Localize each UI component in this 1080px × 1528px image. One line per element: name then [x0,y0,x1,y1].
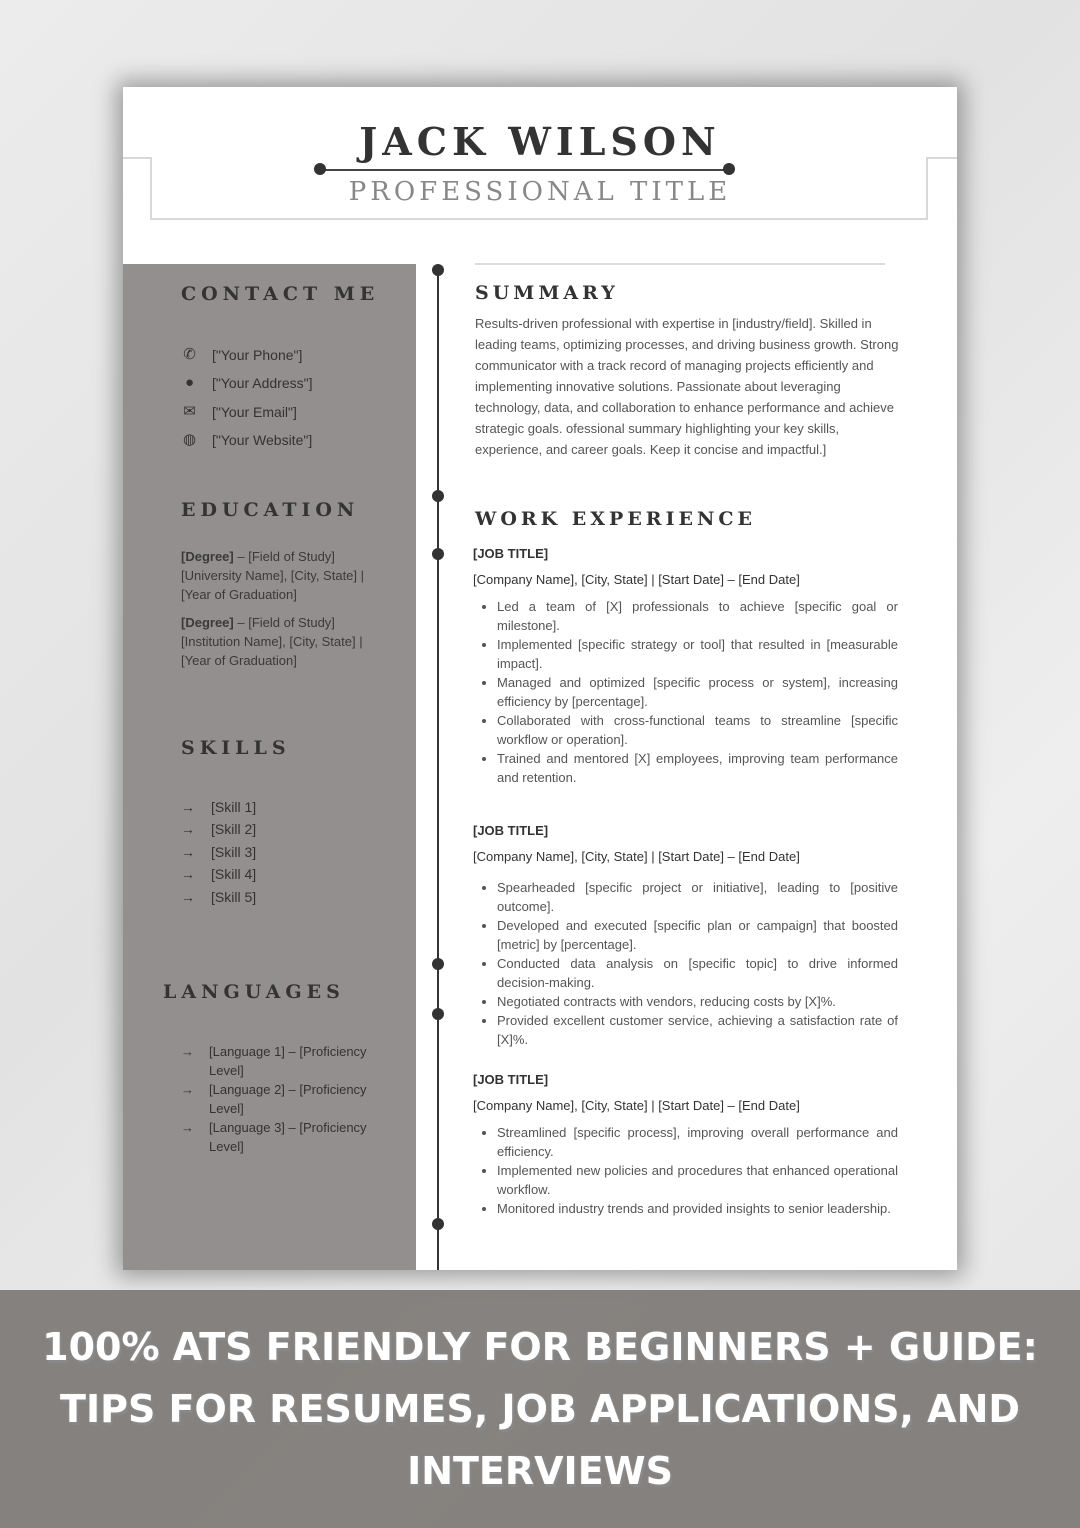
job-bullet: • Implemented new policies and procedures that enhanced operational workflow. [497,1161,898,1199]
banner-line: INTERVIEWS [407,1449,673,1493]
skill-item [181,841,256,863]
contact-text: ["Your Email"] [212,403,297,420]
job-company: [Company Name], [City, State] | [Start Date] – [End Date] [473,572,800,587]
timeline-dot [432,490,444,502]
divider-dot [314,163,326,175]
sidebar [123,264,416,1270]
job-bullet: • Collaborated with cross-functional teams to streamline [specific workflow or operation]. [497,711,898,749]
job-entry [473,1072,898,1218]
language-item [181,1080,391,1118]
name-divider [320,169,730,171]
job-bullet: • Provided excellent customer service, achieving a satisfaction rate of [X]%. [497,1011,898,1049]
job-bullet: • Managed and optimized [specific process or system], increasing efficiency by [percentage]. [497,673,898,711]
summary-text: Results-driven professional with expertise in [industry/field]. Skilled in leading teams, optimizing processes, and driving business growth. Strong communicator with a track record of managing projects efficiently and implementing innovative solutions. Passionate about leveraging technology, data, and collaboration to enhance performance and achieve strategic goals. ofessional summary highlighting your key skills, experience, and career goals. Keep it concise and impactful.] [475,316,899,457]
divider-dot [723,163,735,175]
contact-text: ["Your Phone"] [212,346,303,363]
job-bullets [473,1123,898,1218]
contact-text: ["Your Website"] [212,431,313,448]
arrow-right-icon: → [181,888,195,905]
timeline-dot [432,264,444,276]
summary-rule [475,263,885,265]
degree: [Degree] [181,549,234,564]
language-item [181,1042,391,1080]
language-text: [Language 2] – [Proficiency Level] [209,1082,367,1116]
arrow-right-icon: → [181,821,195,838]
arrow-right-icon: → [181,1120,194,1135]
contact-website [181,431,312,448]
job-title: [JOB TITLE] [473,1072,549,1087]
skill-text: [Skill 1] [211,799,257,815]
professional-title: PROFESSIONAL TITLE [348,177,732,207]
job-bullet: • Streamlined [specific process], improving overall performance and efficiency. [497,1123,898,1161]
job-bullet: • Negotiated contracts with vendors, reducing costs by [X]%. [497,992,898,1011]
job-bullets [473,597,898,787]
education-heading: EDUCATION [181,499,360,521]
job-company: [Company Name], [City, State] | [Start Date] – [End Date] [473,849,800,864]
contact-address [181,374,312,391]
work-experience-heading: WORK EXPERIENCE [475,508,756,530]
globe-icon: ◍ [182,431,197,448]
languages-list [181,1042,391,1156]
arrow-right-icon: → [181,1044,194,1059]
banner-line: 100% ATS FRIENDLY FOR BEGINNERS + GUIDE: [42,1325,1038,1369]
arrow-right-icon: → [181,799,195,815]
education-details: – [Field of Study] [University Name], [City, State] | [Year of Graduation] [181,549,365,602]
job-entry [473,823,898,1049]
job-bullet: • Led a team of [X] professionals to achieve [specific goal or milestone]. [497,597,898,635]
contact-phone [181,346,302,363]
job-company: [Company Name], [City, State] | [Start Date] – [End Date] [473,1098,800,1113]
skills-list [181,796,256,908]
summary-heading: SUMMARY [475,282,619,304]
skill-item [181,886,256,908]
location-pin-icon: ● [184,374,195,391]
skill-item [181,818,256,840]
job-entry [473,546,898,787]
promo-banner-text [20,1316,1060,1502]
arrow-right-icon: → [181,866,195,883]
language-text: [Language 3] – [Proficiency Level] [209,1120,367,1154]
education-entry [181,613,391,670]
resume-page [123,87,957,1270]
contact-heading: CONTACT ME [181,283,380,305]
timeline-dot [432,958,444,970]
education-entry [181,547,391,604]
skill-text: [Skill 4] [211,866,257,883]
timeline-dot [432,1218,444,1230]
banner-line: TIPS FOR RESUMES, JOB APPLICATIONS, AND [60,1387,1020,1431]
language-text: [Language 1] – [Proficiency Level] [209,1044,367,1078]
arrow-right-icon: → [181,843,195,860]
job-bullet: • Spearheaded [specific project or initiative], leading to [positive outcome]. [497,878,898,916]
degree: [Degree] [181,615,234,630]
skill-item [181,863,256,885]
job-bullet: • Developed and executed [specific plan or campaign] that boosted [metric] by [percentage]. [497,916,898,954]
skill-text: [Skill 2] [211,821,257,838]
contact-text: ["Your Address"] [212,374,313,391]
skill-item [181,796,256,818]
job-bullet: • Trained and mentored [X] employees, improving team performance and retention. [497,749,898,787]
timeline-dot [432,548,444,560]
skills-heading: SKILLS [181,737,291,759]
language-item [181,1118,391,1156]
job-bullet: • Implemented [specific strategy or tool] that resulted in [measurable impact]. [497,635,898,673]
arrow-right-icon: → [181,1082,194,1097]
resume-name: JACK WILSON [359,119,721,164]
languages-heading: LANGUAGES [163,981,345,1003]
job-title: [JOB TITLE] [473,546,549,561]
timeline-line [437,270,439,1270]
job-bullet: • Monitored industry trends and provided insights to senior leadership. [497,1199,898,1218]
phone-icon: ✆ [183,346,196,363]
skill-text: [Skill 5] [211,888,257,905]
skill-text: [Skill 3] [211,843,257,860]
timeline-dot [432,1008,444,1020]
education-details: – [Field of Study] [Institution Name], [City, State] | [Year of Graduation] [181,615,363,668]
job-title: [JOB TITLE] [473,823,549,838]
job-bullets [473,878,898,1049]
envelope-icon: ✉ [183,403,196,420]
job-bullet: • Conducted data analysis on [specific topic] to drive informed decision-making. [497,954,898,992]
contact-email [181,403,297,420]
